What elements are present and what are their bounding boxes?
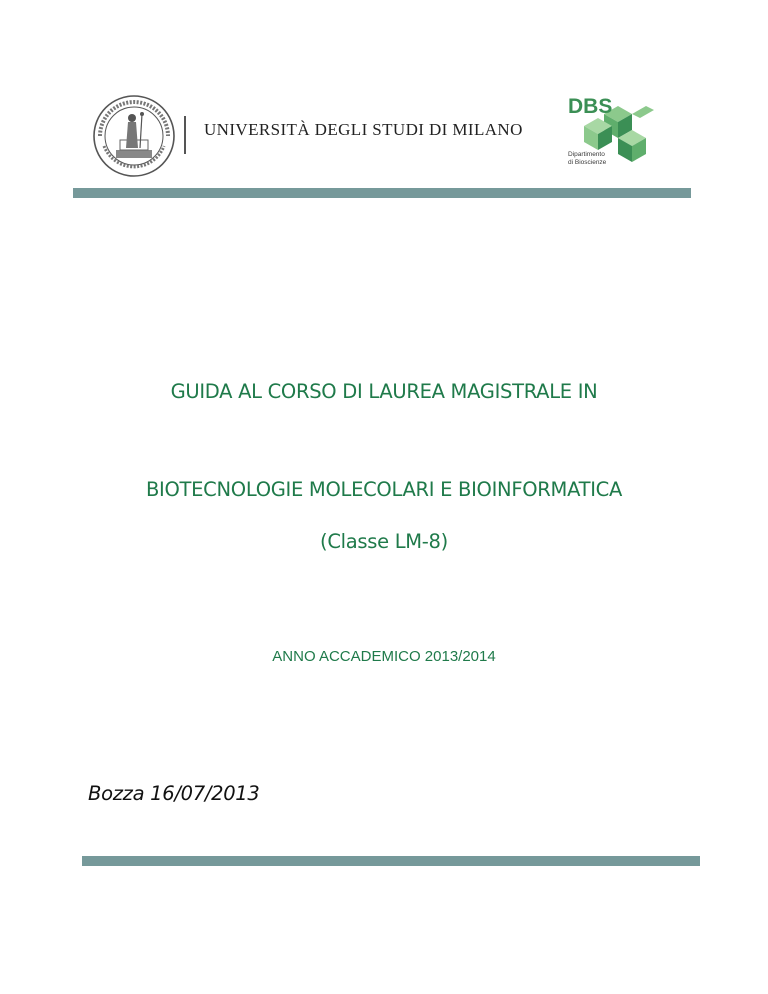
university-seal-icon xyxy=(92,94,176,178)
header-divider xyxy=(184,116,186,154)
dbs-abbr-label xyxy=(566,92,626,118)
academic-year: ANNO ACCADEMICO 2013/2014 xyxy=(272,648,496,665)
svg-text:DBS: DBS xyxy=(568,95,613,118)
university-name: UNIVERSITÀ DEGLI STUDI DI MILANO xyxy=(204,120,523,139)
draft-date: Bozza 16/07/2013 xyxy=(88,782,260,805)
title-line-2: BIOTECNOLOGIE MOLECOLARI E BIOINFORMATICA xyxy=(145,478,623,501)
bottom-divider-bar xyxy=(82,856,700,866)
department-name: Dipartimento di Bioscienze xyxy=(568,151,607,166)
top-divider-bar xyxy=(73,188,691,198)
title-line-1: GUIDA AL CORSO DI LAUREA MAGISTRALE IN xyxy=(170,380,598,403)
title-line-3: (Classe LM-8) xyxy=(320,530,448,553)
